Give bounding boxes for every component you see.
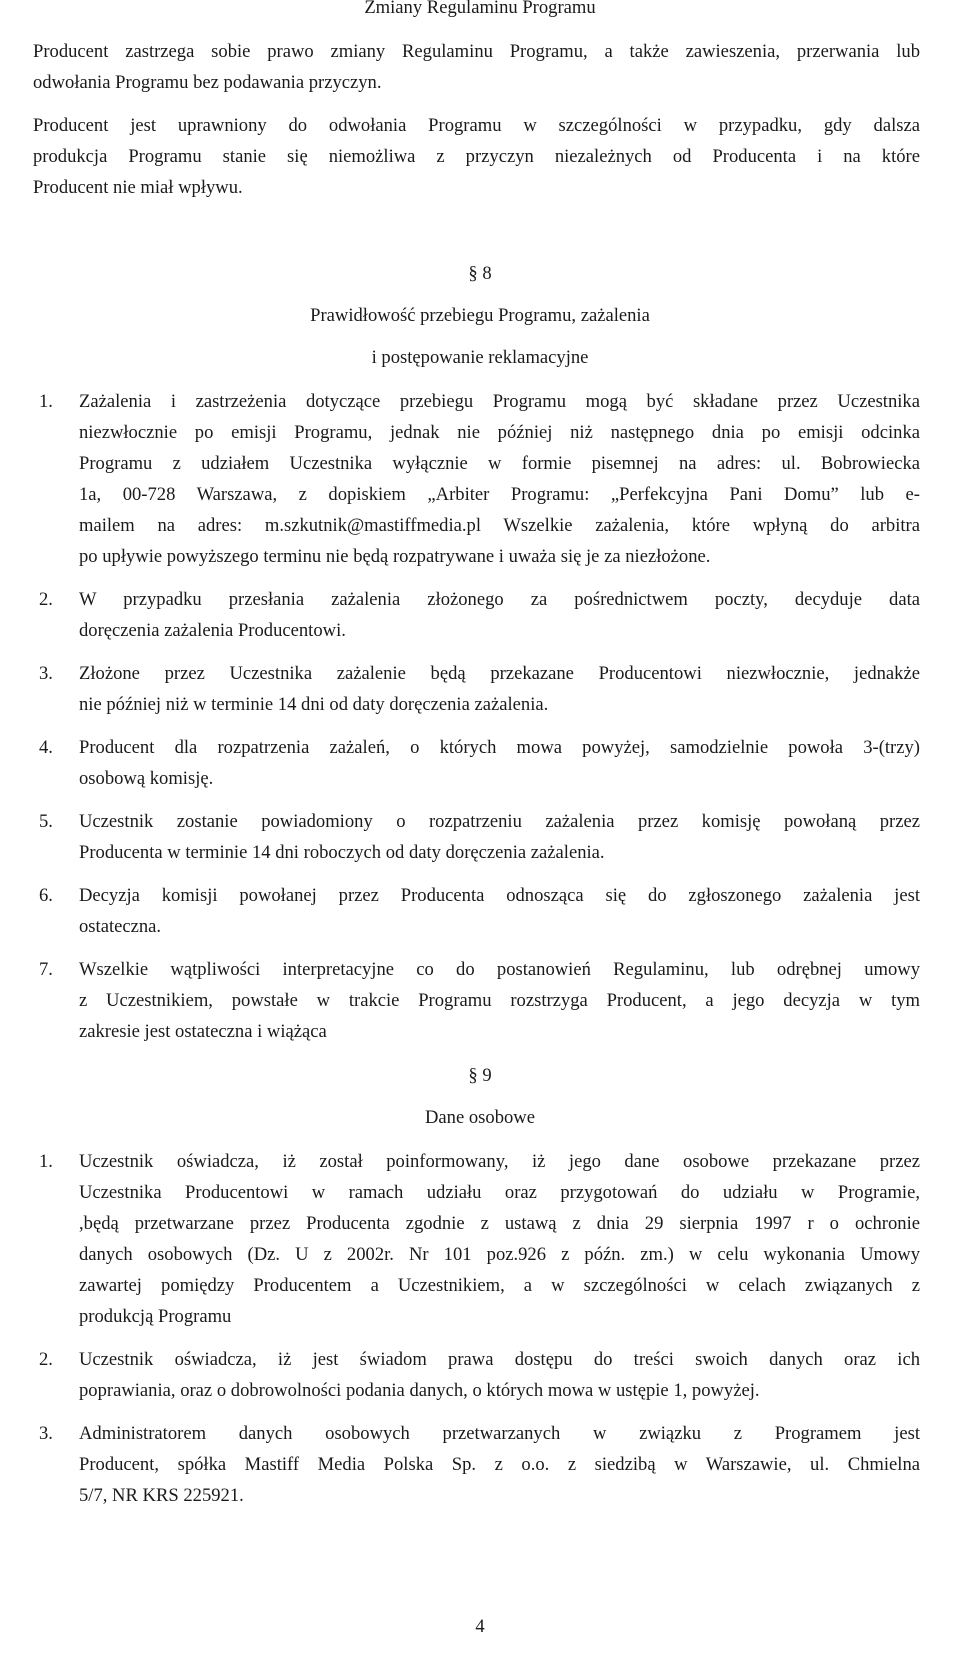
list-item-line: ostateczna. xyxy=(79,916,162,937)
list-item-line: zakresie jest ostateczna i wiążąca xyxy=(79,1021,327,1042)
list-item-line: doręczenia zażalenia Producentowi. xyxy=(79,620,346,641)
section-number: § 8 xyxy=(468,263,492,284)
list-item-line: z Uczestnikiem, powstałe w trakcie Programu rozstrzyga Producent, a jego decyzja w tym xyxy=(79,990,920,1011)
list-item-line: po upływie powyższego terminu nie będą rozpatrywane i uważa się je za niezłożone. xyxy=(79,546,711,567)
list-item-line: Programu z udziałem Uczestnika wyłącznie w formie pisemnej na adres: ul. Bobrowiecka xyxy=(79,453,920,474)
paragraph-line: odwołania Programu bez podawania przyczyn. xyxy=(33,72,382,93)
list-item-line: zawartej pomiędzy Producentem a Uczestnikiem, a w szczególności w celach związanych z xyxy=(79,1275,920,1296)
list-number: 3. xyxy=(39,1423,53,1444)
list-item-line: Złożone przez Uczestnika zażalenie będą przekazane Producentowi niezwłocznie, jednakże xyxy=(79,663,920,684)
list-item-line: Uczestnik oświadcza, iż jest świadom prawa dostępu do treści swoich danych oraz ich xyxy=(79,1349,920,1370)
section-title: i postępowanie reklamacyjne xyxy=(371,347,589,368)
list-item-line: Producent dla rozpatrzenia zażaleń, o których mowa powyżej, samodzielnie powoła 3-(trzy) xyxy=(79,737,920,758)
list-number: 7. xyxy=(39,959,53,980)
list-item-line: poprawiania, oraz o dobrowolności podania danych, o których mowa w ustępie 1, powyżej. xyxy=(79,1380,760,1401)
paragraph-line: Producent nie miał wpływu. xyxy=(33,177,243,198)
section-title: Prawidłowość przebiegu Programu, zażalenia xyxy=(310,305,650,326)
paragraph-line: produkcja Programu stanie się niemożliwa z przyczyn niezależnych od Producenta i na które xyxy=(33,146,920,167)
list-item-line: Decyzja komisji powołanej przez Producenta odnosząca się do zgłoszonego zażalenia jest xyxy=(79,885,920,906)
list-item-line: Administratorem danych osobowych przetwarzanych w związku z Programem jest xyxy=(79,1423,920,1444)
list-item-line: danych osobowych (Dz. U z 2002r. Nr 101 poz.926 z późn. zm.) w celu wykonania Umowy xyxy=(79,1244,920,1265)
list-item-line: niezwłocznie po emisji Programu, jednak nie później niż następnego dnia po emisji odcinka xyxy=(79,422,920,443)
list-number: 2. xyxy=(39,1349,53,1370)
page-number: 4 xyxy=(475,1616,485,1637)
section-title: Dane osobowe xyxy=(425,1107,535,1128)
list-item-line: 5/7, NR KRS 225921. xyxy=(79,1485,244,1506)
list-item-line: Wszelkie wątpliwości interpretacyjne co do postanowień Regulaminu, lub odrębnej umowy xyxy=(79,959,920,980)
list-item-line: Producent, spółka Mastiff Media Polska Sp. z o.o. z siedzibą w Warszawie, ul. Chmielna xyxy=(79,1454,920,1475)
paragraph-line: Producent jest uprawniony do odwołania Programu w szczególności w przypadku, gdy dalsza xyxy=(33,115,920,136)
list-item-line: produkcją Programu xyxy=(79,1306,232,1327)
list-item-line: osobową komisję. xyxy=(79,768,214,789)
list-number: 6. xyxy=(39,885,53,906)
list-item-line: Uczestnika Producentowi w ramach udziału oraz przygotowań do udziału w Programie, xyxy=(79,1182,920,1203)
list-item-line: W przypadku przesłania zażalenia złożonego za pośrednictwem poczty, decyduje data xyxy=(79,589,920,610)
list-item-line: nie później niż w terminie 14 dni od daty doręczenia zażalenia. xyxy=(79,694,549,715)
list-number: 1. xyxy=(39,391,53,412)
list-number: 3. xyxy=(39,663,53,684)
list-number: 4. xyxy=(39,737,53,758)
list-item-line: Uczestnik oświadcza, iż został poinformowany, iż jego dane osobowe przekazane przez xyxy=(79,1151,920,1172)
list-number: 2. xyxy=(39,589,53,610)
section-number: § 9 xyxy=(468,1065,492,1086)
section-heading: Zmiany Regulaminu Programu xyxy=(364,0,596,18)
list-number: 5. xyxy=(39,811,53,832)
list-item-line: Producenta w terminie 14 dni roboczych od daty doręczenia zażalenia. xyxy=(79,842,605,863)
list-item-line: 1a, 00-728 Warszawa, z dopiskiem „Arbiter Programu: „Perfekcyjna Pani Domu” lub e- xyxy=(79,484,920,505)
list-number: 1. xyxy=(39,1151,53,1172)
list-item-line: ,będą przetwarzane przez Producenta zgodnie z ustawą z dnia 29 sierpnia 1997 r o ochronie xyxy=(79,1213,920,1234)
list-item-line: mailem na adres: m.szkutnik@mastiffmedia.pl Wszelkie zażalenia, które wpłyną do arbitra xyxy=(79,515,920,536)
list-item-line: Uczestnik zostanie powiadomiony o rozpatrzeniu zażalenia przez komisję powołaną przez xyxy=(79,811,920,832)
paragraph-line: Producent zastrzega sobie prawo zmiany Regulaminu Programu, a także zawieszenia, przerwania lub xyxy=(33,41,920,62)
list-item-line: Zażalenia i zastrzeżenia dotyczące przebiegu Programu mogą być składane przez Uczestnika xyxy=(79,391,920,412)
